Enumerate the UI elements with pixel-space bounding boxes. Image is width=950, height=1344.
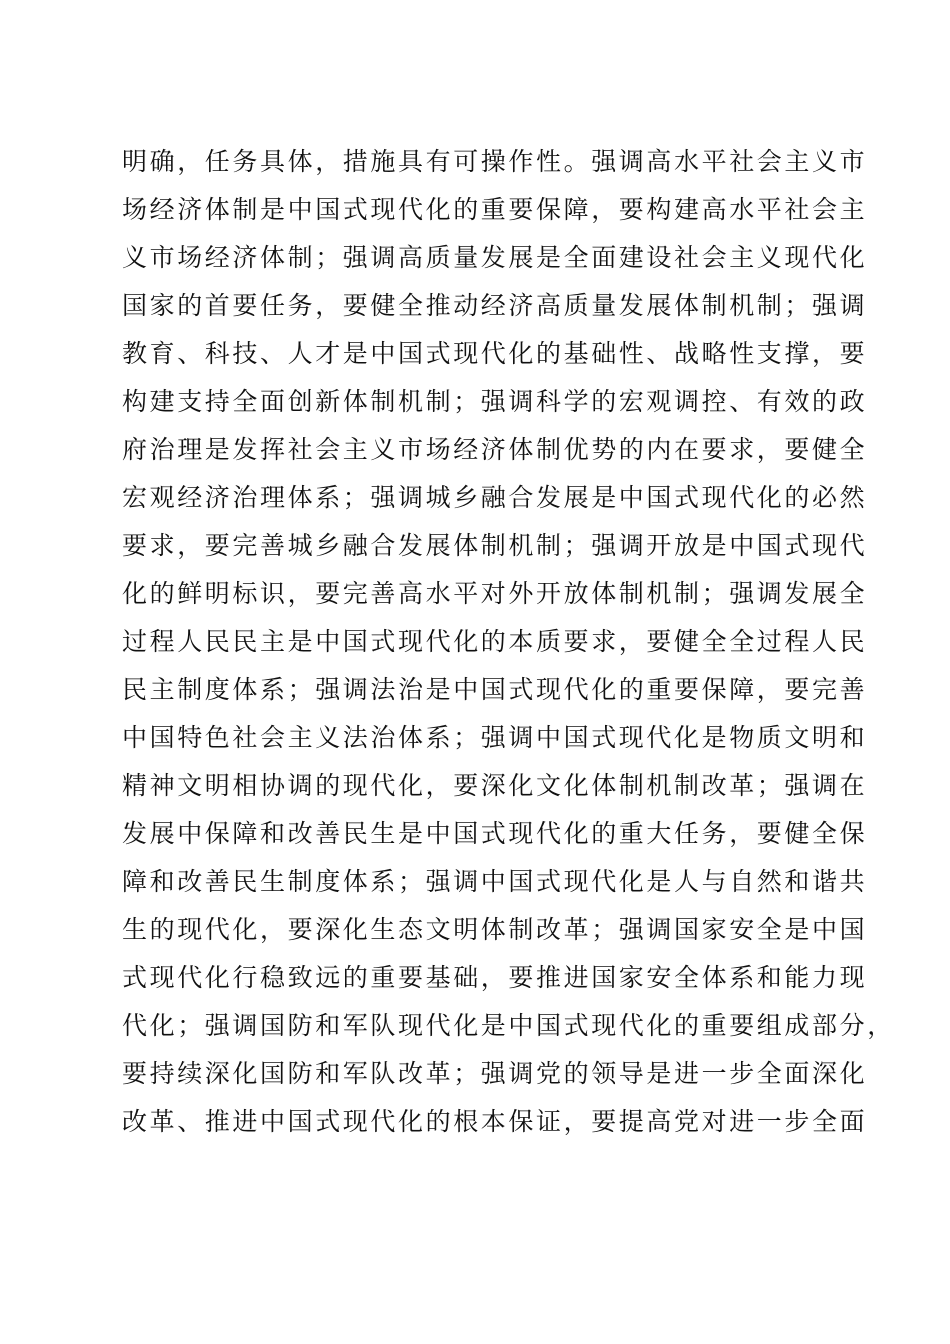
text-line: 府治理是发挥社会主义市场经济体制优势的内在要求，要健全 (122, 435, 868, 464)
text-line: 中国特色社会主义法治体系；强调中国式现代化是物质文明和 (122, 723, 868, 752)
text-line: 过程人民民主是中国式现代化的本质要求，要健全全过程人民 (122, 627, 868, 656)
text-line: 式现代化行稳致远的重要基础，要推进国家安全体系和能力现 (122, 963, 868, 992)
text-line: 精神文明相协调的现代化，要深化文化体制机制改革；强调在 (122, 771, 868, 800)
text-line: 发展中保障和改善民生是中国式现代化的重大任务，要健全保 (122, 819, 868, 848)
text-line: 宏观经济治理体系；强调城乡融合发展是中国式现代化的必然 (122, 483, 868, 512)
text-line: 化的鲜明标识，要完善高水平对外开放体制机制；强调发展全 (122, 579, 868, 608)
text-line: 生的现代化，要深化生态文明体制改革；强调国家安全是中国 (122, 915, 868, 944)
text-line: 教育、科技、人才是中国式现代化的基础性、战略性支撑，要 (122, 339, 868, 368)
text-line: 改革、推进中国式现代化的根本保证，要提高党对进一步全面 (122, 1107, 868, 1136)
text-line: 国家的首要任务，要健全推动经济高质量发展体制机制；强调 (122, 291, 868, 320)
text-line: 民主制度体系；强调法治是中国式现代化的重要保障，要完善 (122, 675, 868, 704)
text-line: 要求，要完善城乡融合发展体制机制；强调开放是中国式现代 (122, 531, 868, 560)
text-line: 义市场经济体制；强调高质量发展是全面建设社会主义现代化 (122, 243, 868, 272)
text-line: 要持续深化国防和军队改革；强调党的领导是进一步全面深化 (122, 1059, 868, 1088)
body-paragraph (122, 138, 895, 1146)
text-line: 障和改善民生制度体系；强调中国式现代化是人与自然和谐共 (122, 867, 868, 896)
text-line: 构建支持全面创新体制机制；强调科学的宏观调控、有效的政 (122, 387, 868, 416)
text-line: 明确，任务具体，措施具有可操作性。强调高水平社会主义市 (122, 147, 868, 176)
text-line: 代化；强调国防和军队现代化是中国式现代化的重要组成部分， (122, 1011, 895, 1040)
text-line: 场经济体制是中国式现代化的重要保障，要构建高水平社会主 (122, 195, 868, 224)
